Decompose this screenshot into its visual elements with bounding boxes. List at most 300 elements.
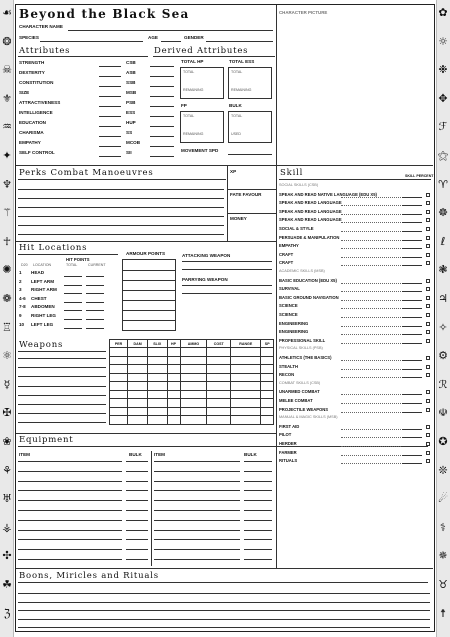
weapons-cell[interactable] [110, 373, 128, 382]
weapons-cell[interactable] [207, 373, 231, 382]
weapon-name-line[interactable] [18, 422, 106, 423]
equipment-bulk-label-1: BULK [129, 452, 142, 457]
skill-name: SPEAK AND READ LANGUAGE [279, 208, 342, 214]
left-border-ornament-icon: ❁ [2, 292, 12, 305]
skill-row[interactable] [279, 338, 431, 345]
weapons-cell[interactable] [261, 407, 274, 416]
skill-row[interactable] [279, 312, 431, 319]
attribute-value-field[interactable] [99, 116, 121, 117]
equipment-heading: Equipment [19, 435, 74, 445]
equipment-bulk-line[interactable] [126, 461, 148, 462]
hit-location-name: CHEST [31, 295, 47, 301]
weapons-row[interactable] [110, 407, 274, 416]
equipment-bulk-line[interactable] [244, 559, 272, 560]
weapons-cell[interactable] [231, 356, 261, 365]
skill-percent-field[interactable] [402, 308, 422, 309]
weapons-cell[interactable] [128, 382, 148, 391]
skill-name: PROFESSIONAL SKILL [279, 337, 326, 343]
equipment-item-line[interactable] [154, 520, 240, 521]
fp-box[interactable]: TOTAL REMAINING [180, 111, 224, 143]
weapons-cell[interactable] [261, 416, 274, 425]
equipment-item-line[interactable] [154, 490, 240, 491]
left-border-ornament-icon: ⚛ [2, 349, 12, 363]
hit-location-roll: 3 [19, 287, 22, 293]
equipment-bulk-line[interactable] [244, 461, 272, 462]
weapons-cell[interactable] [148, 365, 167, 374]
weapons-cell[interactable] [110, 416, 128, 425]
weapons-cell[interactable] [180, 382, 207, 391]
right-border-ornament-icon: ℛ [438, 377, 448, 391]
weapons-cell[interactable] [231, 348, 261, 357]
left-border-ornament-icon: ☿ [3, 377, 11, 391]
armour-row-line[interactable] [123, 280, 175, 281]
skill-check-box[interactable] [426, 210, 430, 214]
skill-row[interactable] [279, 407, 431, 414]
weapons-cell[interactable] [180, 356, 207, 365]
armour-row-line[interactable] [123, 290, 175, 291]
skill-check-box[interactable] [426, 408, 430, 412]
equipment-bulk-line[interactable] [244, 530, 272, 531]
weapons-cell[interactable] [261, 373, 274, 382]
equipment-item-line[interactable] [18, 530, 122, 531]
skill-check-box[interactable] [426, 330, 430, 334]
weapons-cell[interactable] [180, 365, 207, 374]
attribute-row [19, 89, 123, 99]
skill-percent-field[interactable] [402, 205, 422, 206]
attribute-value-field[interactable] [99, 106, 121, 107]
weapons-cell[interactable] [231, 416, 261, 425]
boon-line[interactable] [18, 627, 430, 628]
armour-row-line[interactable] [123, 270, 175, 271]
hit-location-total-field[interactable] [64, 328, 82, 329]
skill-check-box[interactable] [426, 390, 430, 394]
boon-line[interactable] [18, 602, 430, 603]
weapons-cell[interactable] [180, 399, 207, 408]
skill-check-box[interactable] [426, 459, 430, 463]
equipment-bulk-line[interactable] [244, 471, 272, 472]
weapons-cell[interactable] [261, 390, 274, 399]
skill-percent-field[interactable] [402, 240, 422, 241]
skill-row[interactable] [279, 200, 431, 207]
movement-spd-field[interactable] [228, 154, 272, 155]
boon-line[interactable] [18, 619, 430, 620]
skill-row[interactable] [279, 372, 431, 379]
skill-check-box[interactable] [426, 244, 430, 248]
weapons-cell[interactable] [180, 407, 207, 416]
equipment-bulk-line[interactable] [244, 490, 272, 491]
character-name-field[interactable] [68, 30, 273, 31]
skill-check-box[interactable] [426, 201, 430, 205]
weapons-cell[interactable] [128, 348, 148, 357]
weapons-cell[interactable] [231, 407, 261, 416]
equipment-bulk-line[interactable] [244, 539, 272, 540]
weapon-name-line[interactable] [18, 376, 106, 377]
species-field[interactable] [40, 41, 143, 42]
skill-row[interactable] [279, 432, 431, 439]
weapons-cell[interactable] [231, 365, 261, 374]
equipment-bulk-line[interactable] [126, 471, 148, 472]
weapons-row[interactable] [110, 373, 274, 382]
weapons-cell[interactable] [110, 407, 128, 416]
weapons-cell[interactable] [167, 365, 180, 374]
boon-line[interactable] [18, 610, 430, 611]
weapons-cell[interactable] [207, 416, 231, 425]
bonus-value-field[interactable] [150, 66, 174, 67]
skill-check-box[interactable] [426, 339, 430, 343]
weapons-cell[interactable] [261, 365, 274, 374]
skill-check-box[interactable] [426, 442, 430, 446]
skill-row[interactable] [279, 398, 431, 405]
equipment-bulk-line[interactable] [126, 559, 148, 560]
weapons-cell[interactable] [207, 365, 231, 374]
weapons-row[interactable] [110, 416, 274, 425]
bonus-value-field[interactable] [150, 146, 174, 147]
skill-check-box[interactable] [426, 193, 430, 197]
equipment-bulk-line[interactable] [126, 490, 148, 491]
weapons-cell[interactable] [148, 416, 167, 425]
equipment-item-line[interactable] [154, 549, 240, 550]
attribute-value-field[interactable] [99, 146, 121, 147]
skill-row[interactable] [279, 243, 431, 250]
weapons-cell[interactable] [110, 356, 128, 365]
skill-percent-field[interactable] [402, 369, 422, 370]
weapons-row[interactable] [110, 399, 274, 408]
skill-check-box[interactable] [426, 227, 430, 231]
right-border-ornament-icon: ✪ [438, 435, 448, 448]
weapons-cell[interactable] [167, 382, 180, 391]
left-border-ornament-icon: ⚜ [2, 91, 12, 105]
skill-row[interactable] [279, 217, 431, 224]
equipment-bulk-line[interactable] [244, 481, 272, 482]
weapons-cell[interactable] [110, 399, 128, 408]
skill-check-box[interactable] [426, 451, 430, 455]
weapons-cell[interactable] [167, 407, 180, 416]
weapons-row[interactable] [110, 348, 274, 357]
skill-check-box[interactable] [426, 433, 430, 437]
skill-percent-field[interactable] [402, 197, 422, 198]
equipment-item-line[interactable] [18, 520, 122, 521]
weapons-cell[interactable] [231, 390, 261, 399]
equipment-bulk-line[interactable] [244, 510, 272, 511]
skill-percent-field[interactable] [402, 360, 422, 361]
weapons-cell[interactable] [167, 373, 180, 382]
weapons-cell[interactable] [207, 348, 231, 357]
bonus-value-field[interactable] [150, 106, 174, 107]
skill-row[interactable] [279, 209, 431, 216]
skill-percent-field[interactable] [402, 317, 422, 318]
weapon-name-line[interactable] [18, 404, 106, 405]
equipment-bulk-line[interactable] [126, 520, 148, 521]
weapons-cell[interactable] [180, 416, 207, 425]
weapons-cell[interactable] [148, 390, 167, 399]
skill-check-box[interactable] [426, 373, 430, 377]
attribute-value-field[interactable] [99, 66, 121, 67]
equipment-bulk-line[interactable] [126, 539, 148, 540]
weapons-cell[interactable] [180, 373, 207, 382]
skill-percent-field[interactable] [402, 222, 422, 223]
perk-line[interactable] [18, 189, 224, 190]
weapons-cell[interactable] [207, 407, 231, 416]
skill-row[interactable] [279, 450, 431, 457]
hit-location-name: LEFT ARM [31, 278, 55, 284]
weapons-cell[interactable] [148, 356, 167, 365]
weapons-cell[interactable] [180, 348, 207, 357]
skill-check-box[interactable] [426, 253, 430, 257]
skill-percent-field[interactable] [402, 214, 422, 215]
skill-percent-field[interactable] [402, 437, 422, 438]
skill-percent-field[interactable] [402, 265, 422, 266]
boon-line[interactable] [18, 593, 430, 594]
skill-row[interactable] [279, 235, 431, 242]
weapons-cell[interactable] [110, 365, 128, 374]
skill-row[interactable] [279, 321, 431, 328]
skill-row[interactable] [279, 295, 431, 302]
equipment-item-line[interactable] [18, 490, 122, 491]
skill-percent-field[interactable] [402, 446, 422, 447]
weapons-cell[interactable] [167, 390, 180, 399]
equipment-item-line[interactable] [154, 461, 240, 462]
weapons-cell[interactable] [148, 373, 167, 382]
skill-percent-field[interactable] [402, 455, 422, 456]
character-picture-area[interactable] [278, 17, 433, 163]
attribute-value-field[interactable] [99, 96, 121, 97]
attribute-value-field[interactable] [99, 126, 121, 127]
skill-check-box[interactable] [426, 399, 430, 403]
skill-percent-field[interactable] [402, 326, 422, 327]
total-ess-box[interactable]: TOTAL REMAINING [228, 67, 272, 99]
perk-line[interactable] [18, 225, 224, 226]
weapons-cell[interactable] [261, 382, 274, 391]
skill-name: HERDER [279, 441, 297, 446]
skill-percent-field[interactable] [402, 300, 422, 301]
weapons-cell[interactable] [231, 382, 261, 391]
attribute-value-field[interactable] [99, 86, 121, 87]
weapons-cell[interactable] [148, 407, 167, 416]
age-field[interactable] [161, 41, 181, 42]
skill-category [279, 381, 431, 388]
skill-dotted-line [341, 283, 401, 284]
skill-check-box[interactable] [426, 287, 430, 291]
weapons-cell[interactable] [231, 399, 261, 408]
skill-row[interactable] [279, 192, 431, 199]
perk-line[interactable] [18, 234, 224, 235]
equipment-item-line[interactable] [154, 539, 240, 540]
armour-row-line[interactable] [123, 310, 175, 311]
skill-check-box[interactable] [426, 322, 430, 326]
attribute-value-field[interactable] [99, 76, 121, 77]
weapons-cell[interactable] [128, 365, 148, 374]
skill-check-box[interactable] [426, 236, 430, 240]
skill-percent-field[interactable] [402, 412, 422, 413]
skill-check-box[interactable] [426, 356, 430, 360]
skill-percent-field[interactable] [402, 394, 422, 395]
skill-name: SCIENCE [279, 312, 298, 317]
weapons-cell[interactable] [261, 399, 274, 408]
equipment-bulk-line[interactable] [126, 549, 148, 550]
equipment-item-line[interactable] [18, 539, 122, 540]
equipment-bulk-line[interactable] [244, 500, 272, 501]
skill-row[interactable] [279, 286, 431, 293]
weapons-cell[interactable] [261, 356, 274, 365]
skill-check-box[interactable] [426, 425, 430, 429]
weapons-cell[interactable] [110, 390, 128, 399]
weapons-cell[interactable] [128, 416, 148, 425]
bonus-value-field[interactable] [150, 136, 174, 137]
skill-row[interactable] [279, 424, 431, 431]
weapons-cell[interactable] [167, 399, 180, 408]
weapon-name-line[interactable] [18, 386, 106, 387]
weapons-row[interactable] [110, 356, 274, 365]
right-border-ornament-icon: ♈ [438, 177, 448, 191]
weapons-cell[interactable] [180, 390, 207, 399]
skill-check-box[interactable] [426, 304, 430, 308]
skill-percent-field[interactable] [402, 463, 422, 464]
skill-row[interactable] [279, 303, 431, 310]
skill-dotted-line [341, 197, 401, 198]
weapons-row[interactable] [110, 382, 274, 391]
skill-row[interactable] [279, 252, 431, 259]
skill-percent-field[interactable] [402, 283, 422, 284]
hit-location-roll: 7-8 [19, 304, 26, 310]
skill-row[interactable] [279, 329, 431, 336]
bonus-value-field[interactable] [150, 76, 174, 77]
weapon-name-line[interactable] [18, 358, 106, 359]
weapon-name-line[interactable] [18, 367, 106, 368]
weapons-cell[interactable] [261, 348, 274, 357]
armour-points-box[interactable] [122, 259, 176, 331]
weapons-cell[interactable] [207, 390, 231, 399]
weapons-cell[interactable] [167, 356, 180, 365]
equipment-item-line[interactable] [154, 481, 240, 482]
equipment-item-line[interactable] [18, 510, 122, 511]
equipment-bulk-line[interactable] [244, 549, 272, 550]
skill-check-box[interactable] [426, 365, 430, 369]
attribute-value-field[interactable] [99, 136, 121, 137]
perk-line[interactable] [18, 198, 224, 199]
weapons-table[interactable] [109, 339, 274, 425]
weapons-cell[interactable] [128, 356, 148, 365]
weapons-cell[interactable] [128, 373, 148, 382]
perk-line[interactable] [18, 207, 224, 208]
skill-row[interactable] [279, 355, 431, 362]
hit-location-name: ABDOMEN [31, 304, 55, 310]
equipment-item-line[interactable] [18, 549, 122, 550]
skill-row[interactable] [279, 441, 431, 448]
hit-location-name: RIGHT ARM [31, 287, 57, 293]
bulk-box[interactable]: TOTAL USED [228, 111, 272, 143]
skill-row[interactable] [279, 226, 431, 233]
skill-name: PERSUADE & MANIPULATION [279, 234, 340, 240]
skill-name: MELEE COMBAT [279, 398, 313, 403]
hit-location-current-field[interactable] [86, 328, 104, 329]
hit-location-roll: 2 [19, 278, 22, 284]
equipment-item-line[interactable] [154, 510, 240, 511]
skill-row[interactable] [279, 278, 431, 285]
skill-percent-field[interactable] [402, 231, 422, 232]
skill-percent-field[interactable] [402, 403, 422, 404]
skill-check-box[interactable] [426, 261, 430, 265]
skill-row[interactable] [279, 389, 431, 396]
skill-percent-field[interactable] [402, 257, 422, 258]
skill-row[interactable] [279, 458, 431, 465]
skill-category-label: ACADEMIC SKILLS (MSB) [279, 269, 325, 273]
equipment-item-line[interactable] [18, 461, 122, 462]
gender-field[interactable] [206, 41, 273, 42]
skill-check-box[interactable] [426, 296, 430, 300]
weapons-cell[interactable] [207, 356, 231, 365]
skill-percent-field[interactable] [402, 291, 422, 292]
equipment-item-line[interactable] [18, 500, 122, 501]
equipment-item-line[interactable] [154, 471, 240, 472]
skill-percent-field[interactable] [402, 343, 422, 344]
weapons-row[interactable] [110, 390, 274, 399]
skill-percent-field[interactable] [402, 248, 422, 249]
skill-check-box[interactable] [426, 218, 430, 222]
weapons-cell[interactable] [207, 382, 231, 391]
weapons-row[interactable] [110, 365, 274, 374]
equipment-bulk-line[interactable] [244, 520, 272, 521]
weapons-cell[interactable] [148, 399, 167, 408]
bonus-value-field[interactable] [150, 116, 174, 117]
left-border-ornament-icon: ♒ [2, 120, 12, 134]
equipment-bulk-line[interactable] [126, 530, 148, 531]
equipment-item-line[interactable] [18, 471, 122, 472]
equipment-item-line[interactable] [18, 481, 122, 482]
total-hp-label: TOTAL HP [181, 59, 204, 64]
skill-percent-field[interactable] [402, 377, 422, 378]
skill-row[interactable] [279, 364, 431, 371]
weapons-cell[interactable] [128, 399, 148, 408]
hit-location-row [19, 303, 119, 312]
armour-row-line[interactable] [123, 320, 175, 321]
perk-line[interactable] [18, 216, 224, 217]
attribute-value-field[interactable] [99, 156, 121, 157]
total-hp-box[interactable]: TOTAL REMAINING [180, 67, 224, 99]
equipment-bulk-line[interactable] [126, 500, 148, 501]
equipment-bulk-line[interactable] [126, 510, 148, 511]
weapons-cell[interactable] [110, 382, 128, 391]
weapons-cell[interactable] [110, 348, 128, 357]
skill-name: STEALTH [279, 363, 298, 369]
weapons-cell[interactable] [167, 416, 180, 425]
skill-check-box[interactable] [426, 279, 430, 283]
skill-row[interactable] [279, 260, 431, 267]
skill-percent-field[interactable] [402, 334, 422, 335]
bonus-value-field[interactable] [150, 156, 174, 157]
weapons-cell[interactable] [128, 390, 148, 399]
bonus-value-field[interactable] [150, 126, 174, 127]
weapons-cell[interactable] [207, 399, 231, 408]
equipment-item-line[interactable] [154, 500, 240, 501]
bonus-value-field[interactable] [150, 86, 174, 87]
equipment-item-line[interactable] [18, 559, 122, 560]
weapon-name-line[interactable] [18, 413, 106, 414]
skill-check-box[interactable] [426, 313, 430, 317]
weapons-cell[interactable] [167, 348, 180, 357]
equipment-item-line[interactable] [154, 559, 240, 560]
equipment-item-line[interactable] [154, 530, 240, 531]
bonus-label: ASB [126, 70, 136, 75]
weapons-cell[interactable] [231, 373, 261, 382]
skill-percent-field[interactable] [402, 429, 422, 430]
weapons-cell[interactable] [128, 407, 148, 416]
weapon-name-line[interactable] [18, 395, 106, 396]
weapons-cell[interactable] [148, 348, 167, 357]
armour-row-line[interactable] [123, 300, 175, 301]
bonus-value-field[interactable] [150, 96, 174, 97]
weapons-cell[interactable] [148, 382, 167, 391]
equipment-bulk-line[interactable] [126, 481, 148, 482]
